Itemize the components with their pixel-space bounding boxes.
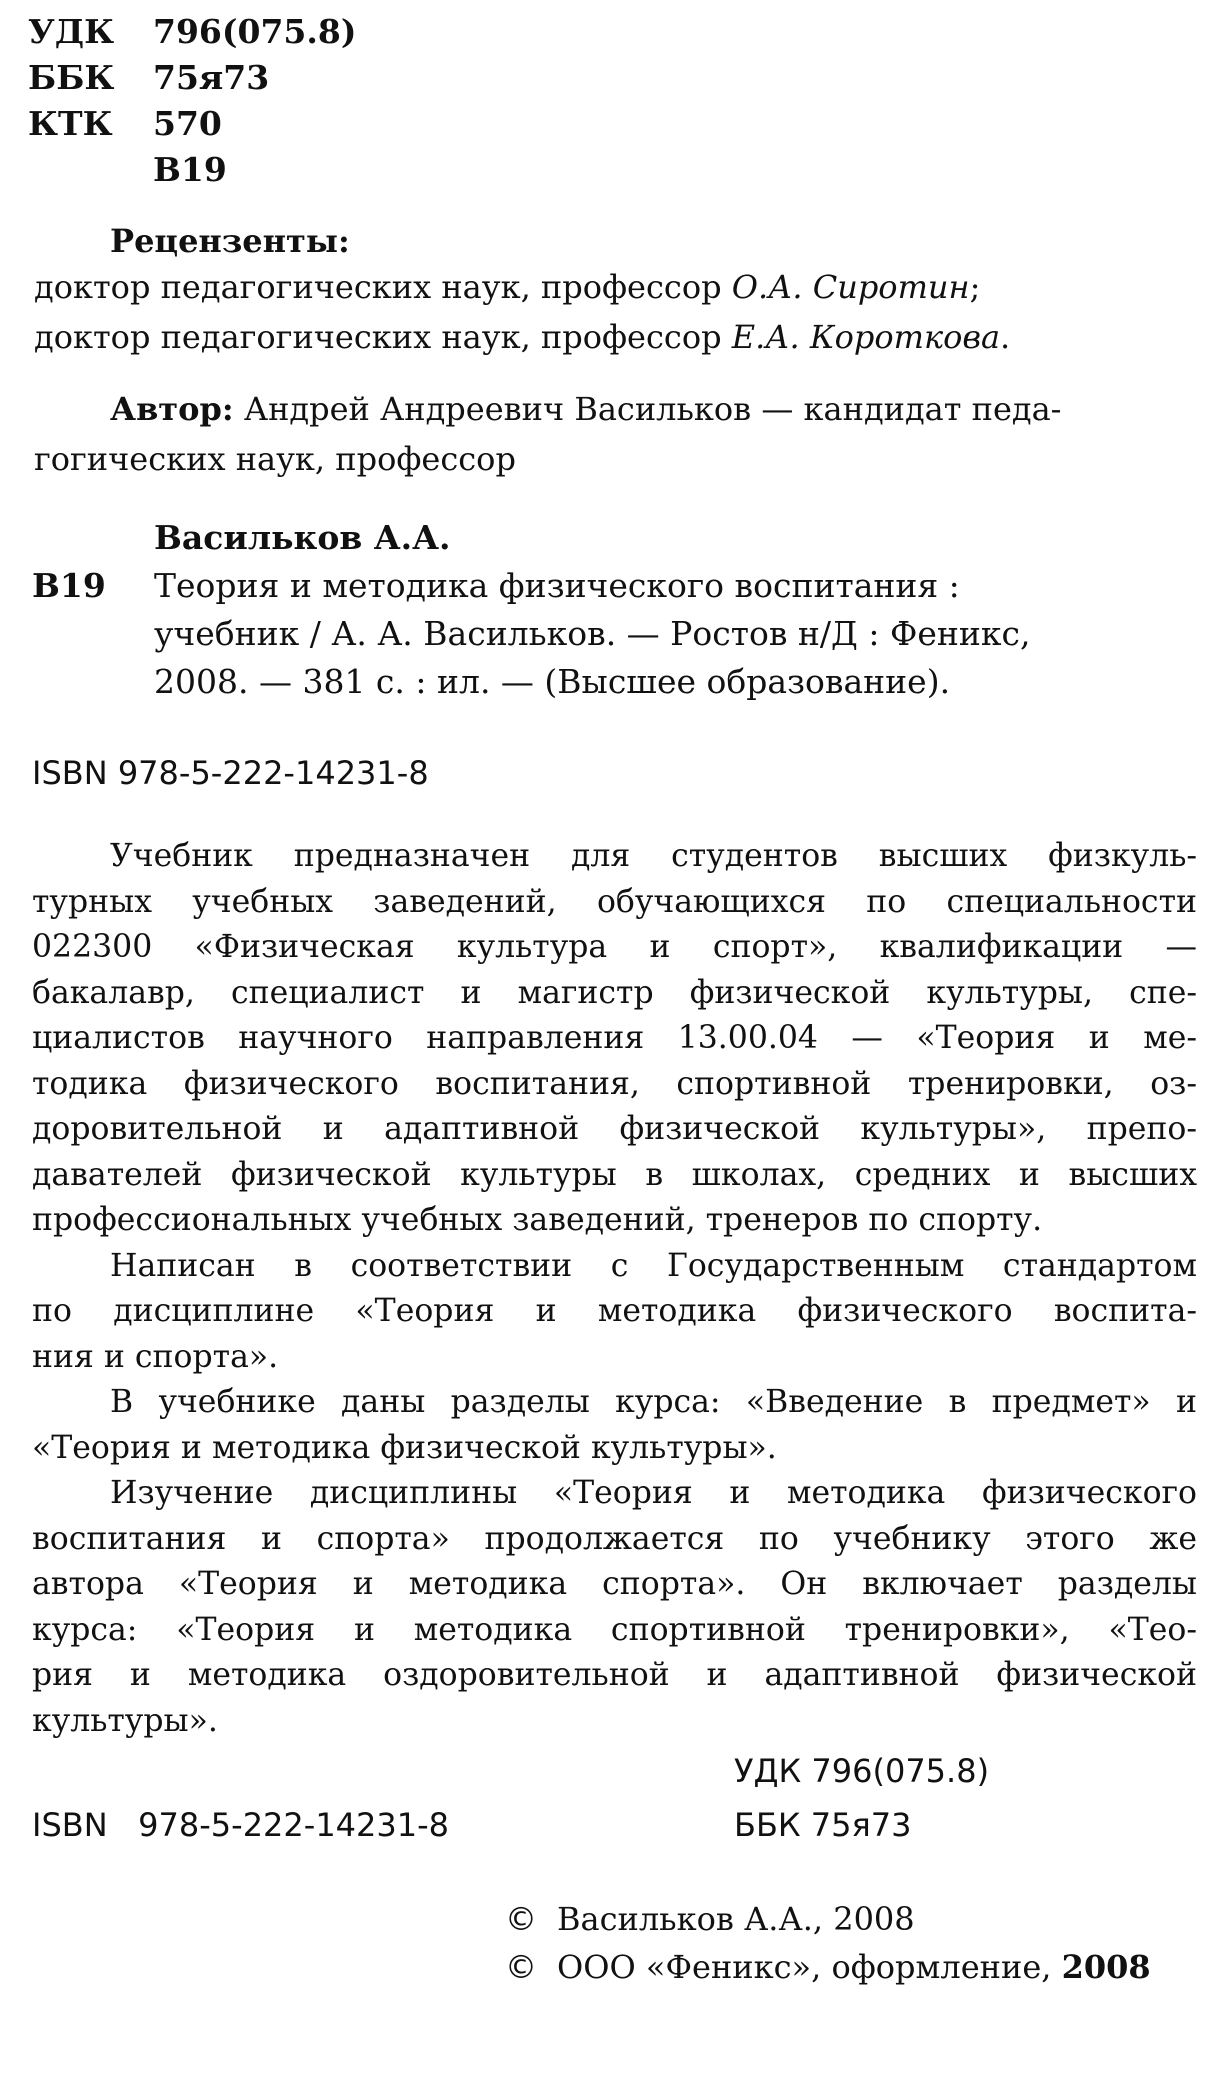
author-label: Автор: — [110, 390, 234, 428]
copyright-publisher — [505, 1948, 1151, 1986]
copyright-author — [505, 1900, 915, 1938]
abstract-line: турных учебных заведений, обучающихся по специальности — [32, 883, 1197, 920]
reviewer-line — [34, 268, 980, 306]
abstract-line: курса: «Теория и методика спортивной тренировки», «Тео- — [32, 1611, 1197, 1648]
reviewer-name: О.А. Сиротин — [731, 268, 970, 306]
author-line-1: Андрей Андреевич Васильков — кандидат педа- — [233, 390, 1062, 428]
code-udk — [28, 8, 356, 54]
copyright-sign: © — [505, 1948, 537, 1986]
abstract — [32, 834, 1197, 1744]
abstract-line: давателей физической культуры в школах, средних и высших — [32, 1156, 1197, 1193]
code-value: 796(075.8) — [153, 11, 357, 51]
isbn-top: ISBN 978-5-222-14231-8 — [32, 754, 429, 792]
abstract-line: В учебнике даны разделы курса: «Введение в предмет» и — [110, 1384, 1197, 1420]
abstract-line: Учебник предназначен для студентов высших физкуль- — [110, 838, 1197, 874]
abstract-line: бакалавр, специалист и магистр физической культуры, спе- — [32, 974, 1197, 1011]
copyright-publisher-text: ООО «Феникс», оформление, — [557, 1948, 1062, 1986]
bib-author: Васильков А.А. — [154, 518, 451, 557]
footer-bbk: ББК 75я73 — [734, 1806, 912, 1844]
reviewer-punct: ; — [969, 268, 981, 306]
author-line-2: гогических наук, профессор — [34, 440, 516, 478]
author-info — [34, 384, 1184, 484]
code-author-mark — [28, 146, 356, 192]
abstract-line: «Теория и методика физической культуры». — [32, 1429, 777, 1466]
code-key: КТК — [28, 103, 113, 143]
code-ktk — [28, 100, 356, 146]
abstract-line: профессиональных учебных заведений, тренеров по спорту. — [32, 1202, 1043, 1238]
abstract-line: ния и спорта». — [32, 1338, 279, 1375]
copyright-year: 2008 — [1061, 1948, 1151, 1986]
abstract-line: культуры». — [32, 1702, 218, 1739]
copyright-author-text: Васильков А.А., 2008 — [557, 1900, 915, 1938]
bib-line: учебник / А. А. Васильков. — Ростов н/Д : Феникс, — [154, 614, 1031, 653]
reviewer-degree: доктор педагогических наук, профессор — [34, 268, 732, 306]
reviewer-punct: . — [1000, 318, 1011, 356]
code-value: 570 — [153, 103, 222, 143]
footer-udk: УДК 796(075.8) — [734, 1752, 990, 1790]
isbn-bottom: ISBN 978-5-222-14231-8 — [32, 1806, 450, 1844]
bib-code: В19 — [32, 566, 106, 605]
abstract-line: по дисциплине «Теория и методика физического воспита- — [32, 1293, 1197, 1329]
abstract-line: Написан в соответствии с Государственным стандартом — [110, 1247, 1197, 1284]
code-bbk — [28, 54, 356, 100]
abstract-line: циалистов научного направления 13.00.04 — «Теория и ме- — [32, 1020, 1197, 1056]
bib-line: 2008. — 381 с. : ил. — (Высшее образование). — [154, 662, 951, 701]
abstract-line: автора «Теория и методика спорта». Он включает разделы — [32, 1566, 1197, 1602]
reviewer-degree: доктор педагогических наук, профессор — [34, 318, 732, 356]
index-codes — [28, 8, 356, 192]
code-key: УДК — [28, 11, 115, 51]
reviewers-title: Рецензенты: — [110, 222, 350, 260]
reviewer-line — [34, 318, 1010, 356]
abstract-line: Изучение дисциплины «Теория и методика физического — [110, 1475, 1197, 1511]
code-value: В19 — [153, 149, 227, 189]
abstract-line: 022300 «Физическая культура и спорт», квалификации — — [32, 929, 1197, 965]
code-value: 75я73 — [153, 57, 270, 97]
code-key: ББК — [28, 57, 115, 97]
reviewer-name: Е.А. Короткова — [731, 318, 1001, 356]
bib-line: Теория и методика физического воспитания : — [154, 566, 960, 605]
abstract-line: рия и методика оздоровительной и адаптивной физической — [32, 1657, 1197, 1693]
abstract-line: тодика физического воспитания, спортивной тренировки, оз- — [32, 1065, 1197, 1102]
copyright-sign: © — [505, 1900, 537, 1938]
abstract-line: воспитания и спорта» продолжается по учебнику этого же — [32, 1520, 1197, 1557]
abstract-line: доровительной и адаптивной физической культуры», препо- — [32, 1111, 1197, 1147]
